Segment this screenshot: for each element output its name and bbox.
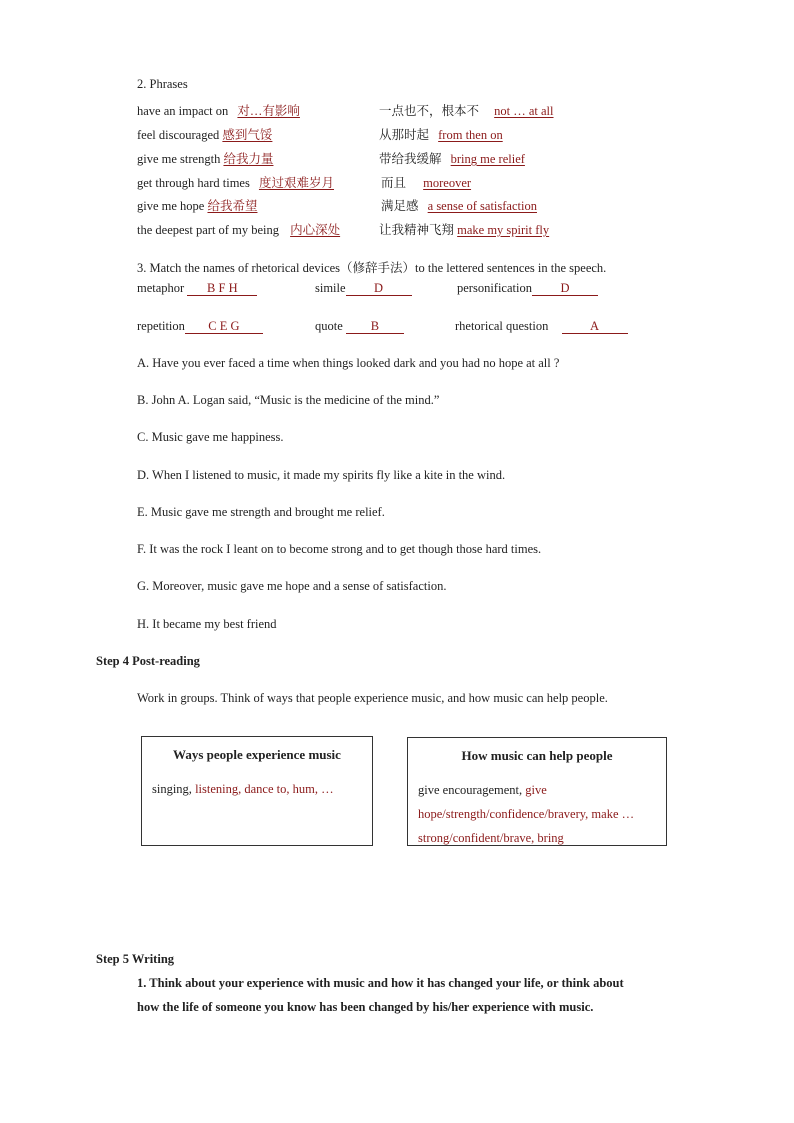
- phrase-answer: not … at all: [494, 104, 554, 118]
- phrase-en: give me strength: [137, 152, 221, 166]
- phrase-row-right: [379, 149, 525, 167]
- phrase-row: [137, 196, 257, 214]
- sentence-d: D. When I listened to music, it made my spirits fly like a kite in the wind.: [137, 468, 506, 482]
- phrase-row: [137, 220, 340, 238]
- device-item: [315, 319, 404, 334]
- device-item: [457, 281, 598, 296]
- phrase-en: have an impact on: [137, 104, 229, 118]
- ways-prefix: singing,: [152, 782, 196, 796]
- device-label: simile: [315, 281, 346, 295]
- phrase-answer: make my spirit fly: [457, 223, 550, 237]
- sentence-e: E. Music gave me strength and brought me relief.: [137, 505, 385, 519]
- phrase-row: [137, 125, 272, 143]
- device-answer: C E G: [185, 319, 263, 334]
- phrase-row-right: [379, 125, 503, 143]
- device-label: metaphor: [137, 281, 185, 295]
- ways-box: [141, 736, 373, 846]
- help-box-title: How music can help people: [461, 748, 613, 763]
- sentence-h: H. It became my best friend: [137, 617, 277, 631]
- phrase-cn: 一点也不，根本不: [379, 104, 480, 118]
- phrase-answer: 给我力量: [223, 152, 274, 166]
- help-box: [407, 737, 667, 846]
- phrase-row: [137, 101, 300, 119]
- device-label: quote: [315, 319, 343, 333]
- phrase-row-right: [379, 220, 549, 238]
- sentence-g: G. Moreover, music gave me hope and a sense of satisfaction.: [137, 579, 447, 593]
- phrase-answer: 感到气馁: [222, 128, 273, 142]
- device-item: [315, 281, 412, 296]
- device-item: [137, 319, 263, 334]
- step4-instruction: Work in groups. Think of ways that people experience music, and how music can help people.: [137, 691, 608, 705]
- phrase-en: the deepest part of my being: [137, 223, 279, 237]
- sentence-f: F. It was the rock I leant on to become strong and to get though those hard times.: [137, 542, 542, 556]
- help-answers: give hope/strength/confidence/bravery, make … strong/confident/brave, bring: [418, 783, 635, 845]
- device-answer: A: [562, 319, 628, 334]
- phrase-answer: a sense of satisfaction: [427, 199, 537, 213]
- phrase-cn: 而且: [381, 176, 407, 190]
- sentence-b: B. John A. Logan said, “Music is the medicine of the mind.”: [137, 393, 440, 407]
- step4-title: Step 4 Post-reading: [96, 654, 200, 668]
- phrase-en: give me hope: [137, 199, 205, 213]
- phrase-cn: 让我精神飞翔: [379, 223, 455, 237]
- device-answer: B: [346, 319, 404, 334]
- help-box-body: [408, 778, 666, 846]
- device-label: rhetorical question: [455, 319, 549, 333]
- rhetoric-heading: 3. Match the names of rhetorical devices（修辞手法）to the lettered sentences in the speech.: [137, 261, 607, 275]
- ways-box-title: Ways people experience music: [173, 747, 341, 762]
- phrase-row: [137, 173, 334, 191]
- phrase-cn: 从那时起: [379, 128, 430, 142]
- phrase-answer: 给我希望: [207, 199, 258, 213]
- phrases-heading: 2. Phrases: [137, 77, 188, 91]
- phrase-answer: 对…有影响: [237, 104, 300, 118]
- step5-prompt-line1: 1. Think about your experience with music and how it has changed your life, or think about: [137, 976, 624, 990]
- sentence-c: C. Music gave me happiness.: [137, 430, 284, 444]
- phrase-cn: 满足感: [381, 199, 419, 213]
- device-answer: B F H: [187, 281, 257, 296]
- device-answer: D: [532, 281, 598, 296]
- phrase-answer: from then on: [438, 128, 503, 142]
- phrase-answer: 内心深处: [290, 223, 341, 237]
- device-item: [137, 281, 257, 296]
- phrase-en: feel discouraged: [137, 128, 220, 142]
- sentence-a: A. Have you ever faced a time when things looked dark and you had no hope at all ?: [137, 356, 560, 370]
- step5-title: Step 5 Writing: [96, 952, 175, 966]
- device-label: repetition: [137, 319, 185, 333]
- device-label: personification: [457, 281, 532, 295]
- phrase-row-right: [381, 173, 471, 191]
- step5-prompt-line2: how the life of someone you know has been changed by his/her experience with music.: [137, 1000, 594, 1014]
- phrase-cn: 带给我缓解: [379, 152, 442, 166]
- phrase-en: get through hard times: [137, 176, 250, 190]
- help-prefix: give encouragement,: [418, 783, 526, 797]
- phrase-answer: moreover: [423, 176, 472, 190]
- ways-answers: listening, dance to, hum, …: [195, 782, 334, 796]
- ways-box-body: [142, 777, 372, 801]
- phrase-answer: bring me relief: [450, 152, 525, 166]
- phrase-row: [137, 149, 273, 167]
- phrase-answer: 度过艰难岁月: [258, 176, 334, 190]
- device-answer: D: [346, 281, 412, 296]
- device-item: [455, 319, 628, 334]
- phrase-row-right: [381, 196, 537, 214]
- phrase-row-right: [379, 101, 554, 119]
